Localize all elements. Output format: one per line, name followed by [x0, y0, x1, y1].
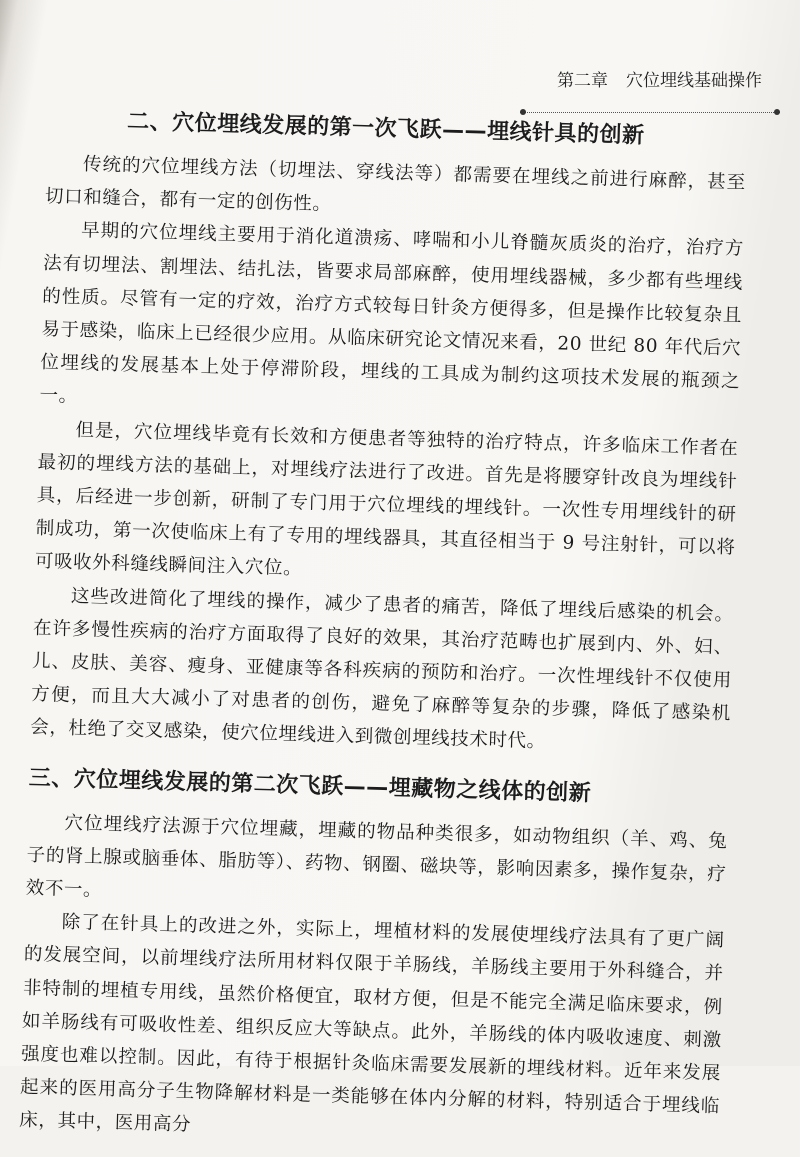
paragraph: 除了在针具上的改进之外，实际上，埋植材料的发展使埋线疗法具有了更广阔的发展空间，以前埋线疗法所用材料仅限于羊肠线，羊肠线主要用于外科缝合，并非特制的埋植专用线，虽然价格便宜，取材方便，但是不能完全满足临床要求，例如羊肠线有可吸收性差、组织反应大等缺点。此外，羊肠线的体内吸收速度、刺激强度也难以控制。因此，有待于根据针灸临床需要发展新的埋线材料。近年来发展起来的医用高分子生物降解材料是一类能够在体内分解的材料，特别适合于埋线临床，其中，医用高分	[18, 911, 725, 1136]
section-heading: 三、穴位埋线发展的第二次飞跃——埋藏物之线体的创新	[28, 765, 592, 807]
paragraph: 穴位埋线疗法源于穴位埋藏，埋藏的物品种类很多，如动物组织（羊、鸡、兔子的肾上腺或脑垂体、脂肪等）、药物、钢圈、磁块等，影响因素多，操作复杂，疗效不一。	[25, 812, 728, 901]
paragraph: 早期的穴位埋线主要用于消化道溃疡、哮喘和小儿脊髓灰质炎的治疗，治疗方法有切埋法、割埋法、结扎法，皆要求局部麻醉，使用埋线器械，多少都有些埋线的性质。尽管有一定的疗效，治疗方式较每日针灸方便得多，但是操作比较复杂且易于感染，临床上已经很少应用。从临床研究论文情况来看，20 世纪 80 年代后穴位埋线的发展基本上处于停滞阶段，埋线的工具成为制约这项技术发展的瓶颈之一。	[39, 220, 745, 408]
page-body	[19, 92, 748, 1157]
paragraph: 但是，穴位埋线毕竟有长效和方便患者等独特的治疗特点，许多临床工作者在最初的埋线方法的基础上，对埋线疗法进行了改进。首先是将腰穿针改良为埋线针具，后经进一步创新，研制了专门用于穴位埋线的埋线针。一次性专用埋线针的研制成功，第一次使临床上有了专用的埋线器具，其直径相当于 9 号注射针，可以将可吸收外科缝线瞬间注入穴位。	[34, 419, 739, 580]
paragraph: 传统的穴位埋线方法（切埋法、穿线法等）都需要在埋线之前进行麻醉，甚至切口和缝合，都有一定的创伤性。	[44, 154, 747, 216]
chapter-number: 第二章	[557, 71, 608, 91]
running-header	[557, 66, 762, 91]
chapter-title: 穴位埋线基础操作	[626, 71, 762, 91]
section-heading: 二、穴位埋线发展的第一次飞跃——埋线针具的创新	[126, 109, 645, 149]
divider-dot-icon	[774, 109, 780, 115]
paragraph: 这些改进简化了埋线的操作，减少了患者的痛苦，降低了埋线后感染的机会。在许多慢性疾病的治疗方面取得了良好的效果，其治疗范畴也扩展到内、外、妇、儿、皮肤、美容、瘦身、亚健康等各科疾病的预防和治疗。一次性埋线针不仅使用方便，而且大大减小了对患者的创伤，避免了麻醉等复杂的步骤，降低了感染机会，杜绝了交叉感染，使穴位埋线进入到微创埋线技术时代。	[29, 585, 734, 753]
